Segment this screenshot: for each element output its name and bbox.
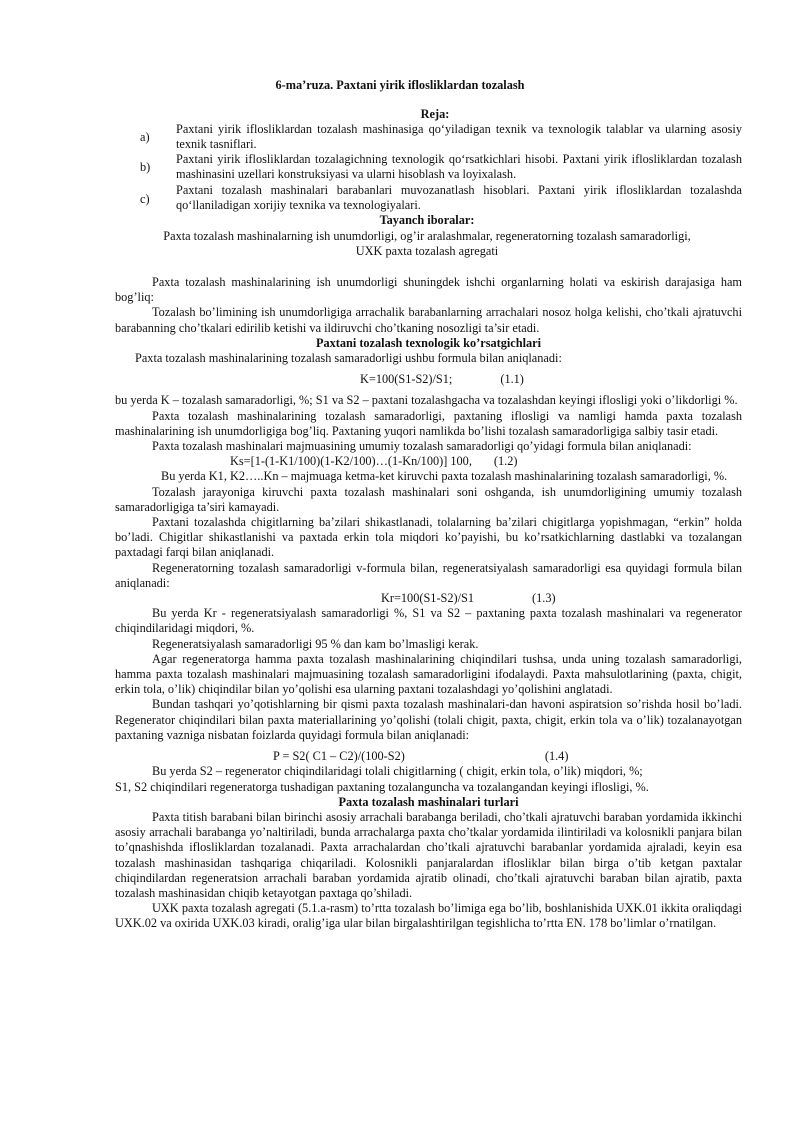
paragraph: S1, S2 chiqindilari regeneratorga tushadigan paxtaning tozalanguncha va tozalangandan keyingi iflosligi, %. (115, 779, 649, 794)
lecture-body (115, 275, 742, 932)
formula-number: (1.2) (493, 454, 518, 469)
formula-number: (1.4) (544, 749, 569, 764)
paragraph: Paxtani tozalashda chigitlarning ba’zilari shikastlanadi, tolalarning ba’zilari chigitlarga yopishmagan, “erkin” holda bo’ladi. Chigitlar shikastlanishi va paxtada erkin tola miqdori ko’payishi, bu ko’rsatkichlarning dastlabki va tozalangan paxtadagi farqi bilan aniqlanadi. (115, 515, 742, 560)
paragraph: Tozalash jarayoniga kiruvchi paxta tozalash mashinalari soni oshganda, ish unumdorligining umumiy tozalash samaradorligiga ta’siri kamayadi. (115, 484, 742, 514)
paragraph: Bundan tashqari yo’qotishlarning bir qismi paxta tozalash mashinalari-dan havoni aspiratsion so’rishda hosil bo’ladi. Regenerator chiqindilari bilan paxta materiallarining yo’qolishi (tolali chigit, paxta, chigit, erkin tola va o’lik) tozalanayotgan paxtaning vazniga nisbatan foizlarda quyidagi formula bilan aniqlanadi: (115, 697, 742, 742)
formula-expression: Kr=100(S1-S2)/S1 (381, 591, 475, 606)
paragraph: UXK paxta tozalash agregati (5.1.a-rasm) to’rtta tozalash bo’limiga ega bo’lib, boshlanishida UXK.01 ikkita oraliqdagi UXK.02 va oxirida UXK.03 kiradi, oralig’iga ular bilan birgalashtirilgan tegishlicha to’rtta EN. 178 bo’limlar o’rnatilgan. (115, 901, 742, 931)
section-heading: Paxtani tozalash texnologik ko’rsatgichlari (315, 335, 542, 350)
formula-1-2 (115, 454, 742, 469)
paragraph: Tozalash bo’limining ish unumdorligiga arrachalik barabanlarning arrachalari nosoz holga kelishi, cho’tkali ajratuvchi barabanning cho’tkalari edirilib ketishi va ildiruvchi cho’tkaning nosozligi ta’sir etadi. (115, 305, 742, 335)
paragraph: Paxta titish barabani bilan birinchi asosiy arrachali barabanga beriladi, cho’tkali ajratuvchi baraban yordamida ikkinchi asosiy arrachali barabanga yo’naltiriladi, bunda arrachalarga paxta cho’tkalar yordamida ilintiriladi va kolosnikli panjara bilan to’qnashishda iflosliklardan tozalanadi. Paxta arrachalardan cho’tkali ajratuvchi barabanlar yordamida ajraladi, keyin esa tozalash mashinasidan tashqariga chiqariladi. Kolosnikli panjaralardan iflosliklar bilan birga o’tib ketgan paxtalar chiqindilardan regeneratsion arrachali baraban yordamida ajratib olinadi, cho’tkali ajratuvchi baraban bilan ajratib, paxta tozalash mashinasidan chiqib ketayotgan paxtaga qo’shiladi. (115, 809, 742, 900)
paragraph: Bu yerda S2 – regenerator chiqindilaridagi tolali chigitlarning ( chigit, erkin tola, o’lik) miqdori, %; (152, 764, 643, 779)
formula-1-3 (115, 591, 742, 606)
paragraph: Paxta tozalash mashinalarining tozalash samaradorligi, paxtaning iflosligi va namligi hamda paxta tozalash mashinalarining ish unumdorligiga bog’liq. Paxtaning yuqori namlikda bo’lishi tozalash samaradorligiga salbiy tasir etadi. (115, 408, 742, 438)
lecture-title: 6-ma’ruza. Paxtani yirik iflosliklardan tozalash (275, 78, 525, 92)
paragraph: Regeneratsiyalash samaradorligi 95 % dan kam bo’lmasligi kerak. (152, 636, 479, 651)
plan-item-c: Paxtani tozalash mashinalari barabanlari muvozanatlash hisoblari. Paxtani yirik iflosliklardan tozalashda qo‘llaniladigan xorijiy texnika va texnologiyalari. (176, 183, 742, 213)
paragraph: Agar regeneratorga hamma paxta tozalash mashinalarining chiqindilari tushsa, unda uning tozalash samaradorligi, hamma paxta tozalash mashinalari majmuasining tozalash samaradorligini ifodalaydi. Paxta mahsulotlarining (paxta, chigit, erkin tola, o’lik) chiqindilar bilan yo’qolishi esa ularning paxtani tozalashdagi yo’qolishini anglatadi. (115, 651, 742, 697)
paragraph: Bu yerda Kr - regeneratsiyalash samaradorligi %, S1 va S2 – paxtaning paxta tozalash mashinalari va regenerator chiqindilaridagi miqdori, %. (115, 606, 742, 636)
formula-expression: P = S2( C1 – C2)/(100-S2) (273, 749, 405, 764)
paragraph: Paxta tozalash mashinalari majmuasining umumiy tozalash samaradorligi qo’yidagi formula bilan aniqlanadi: (152, 439, 692, 454)
paragraph: Paxta tozalash mashinalarining tozalash samaradorligi ushbu formula bilan aniqlanadi: (135, 351, 562, 366)
keywords-heading: Tayanch iboralar: (379, 213, 475, 227)
plan-item-b: Paxtani yirik iflosliklardan tozalagichning texnologik qo‘rsatkichlari hisobi. Paxtani yirik iflosliklardan tozalash mashinasini uzellari konstruksiyasi va ularni hisoblash va loyixalash. (176, 152, 742, 182)
paragraph: bu yerda K – tozalash samaradorligi, %; S1 va S2 – paxtani tozalashgacha va tozalashdan keyingi iflosligi yoki o’likdorligi %. (115, 393, 738, 408)
formula-expression: K=100(S1-S2)/S1; (360, 372, 453, 387)
formula-number: (1.1) (500, 372, 524, 387)
paragraph: Paxta tozalash mashinalarining ish unumdorligi shuningdek ishchi organlarning holati va eskirish darajasiga ham bog’liq: (115, 275, 742, 305)
keywords-line-2: UXK paxta tozalash agregati (355, 244, 499, 258)
formula-1-4 (115, 749, 742, 764)
plan-label-c: c) (140, 192, 150, 206)
formula-number: (1.3) (532, 591, 556, 606)
paragraph: Bu yerda K1, K2…..Kn – majmuaga ketma-ket kiruvchi paxta tozalash mashinalarining tozalash samaradorligi, %. (161, 469, 728, 484)
plan-heading: Reja: (420, 107, 450, 121)
plan-label-b: b) (140, 160, 151, 174)
keywords-line-1: Paxta tozalash mashinalarning ish unumdorligi, og’ir aralashmalar, regeneratorning tozalash samaradorligi, (163, 229, 691, 243)
formula-expression: Ks=[1-(1-K1/100)(1-K2/100)…(1-Kn/100)] 100, (230, 454, 472, 469)
paragraph: Regeneratorning tozalash samaradorligi v-formula bilan, regeneratsiyalash samaradorligi esa quyidagi formula bilan aniqlanadi: (115, 560, 742, 590)
formula-1-1 (115, 372, 742, 387)
section-heading: Paxta tozalash mashinalari turlari (338, 794, 519, 809)
plan-item-a: Paxtani yirik iflosliklardan tozalash mashinasiga qo‘yiladigan texnik va texnologik talablar va ularning asosiy texnik tasniflari. (176, 122, 742, 152)
plan-label-a: a) (140, 130, 150, 144)
